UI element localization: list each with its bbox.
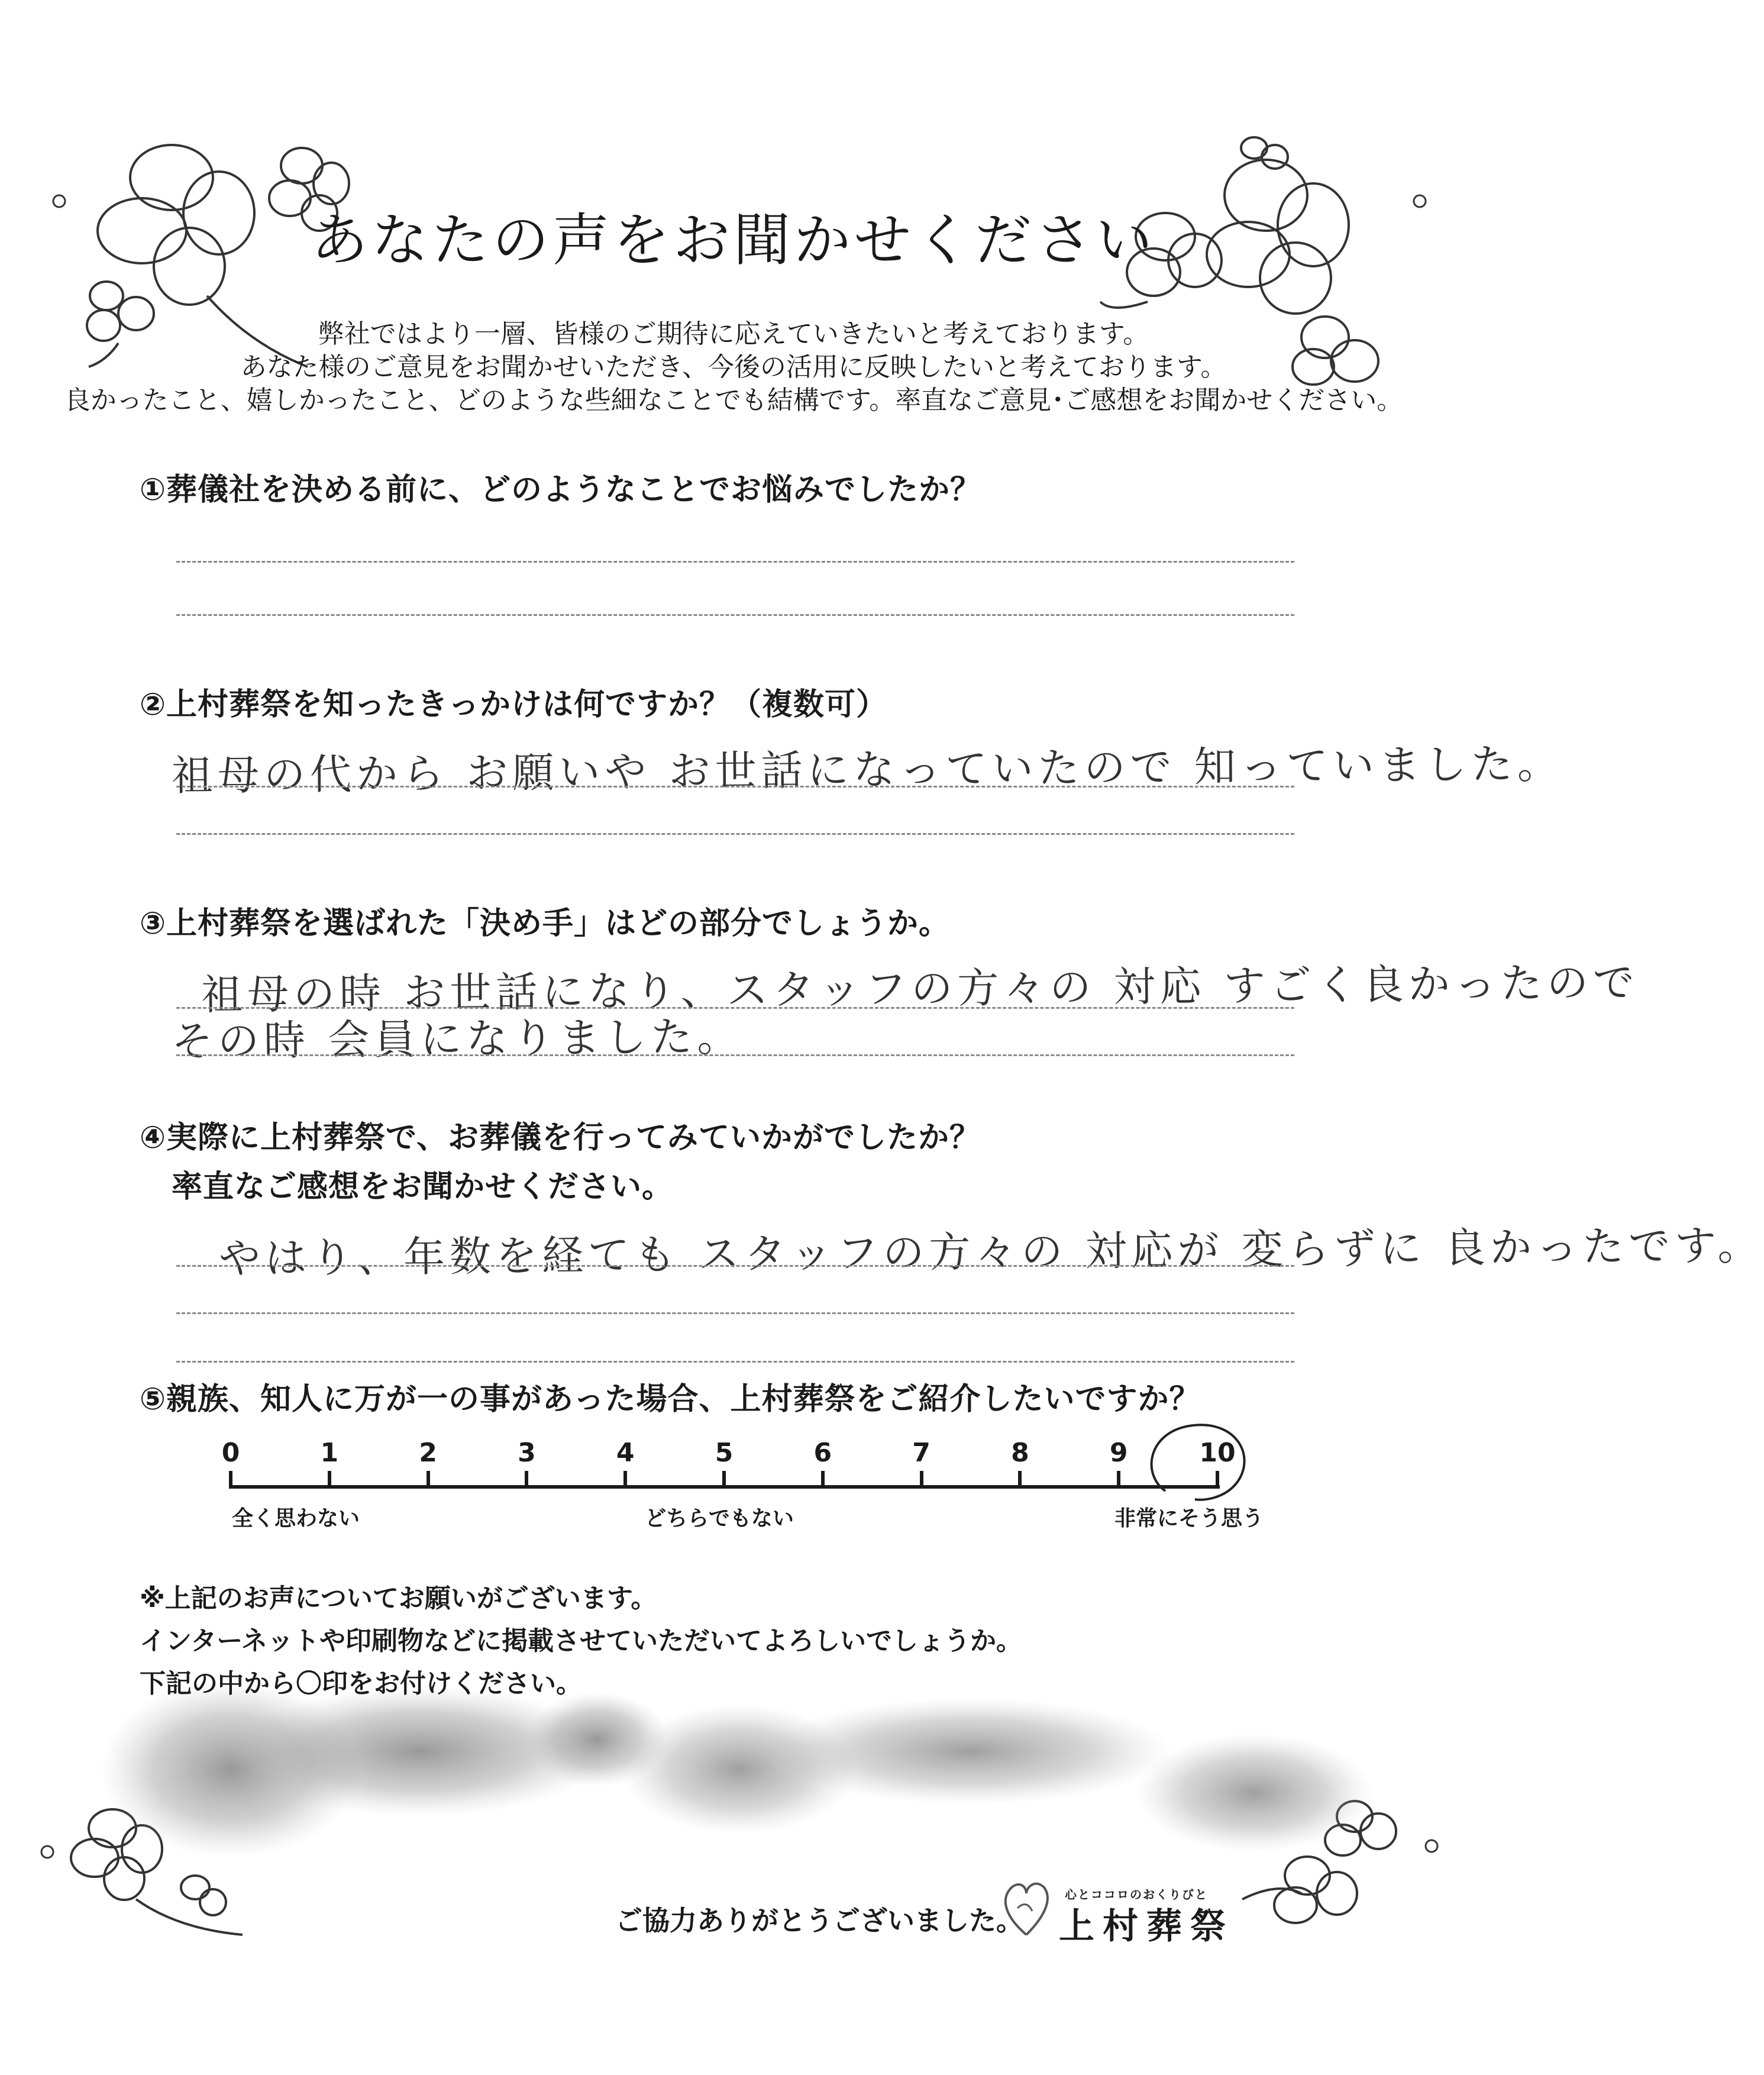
scale-tick [229, 1471, 232, 1489]
intro-line-2: あなた様のご意見をお聞かせいただき、今後の活用に反映したいと考えております。 [240, 352, 1227, 382]
intro-line-1: 弊社ではより一層、皆様のご期待に応えていきたいと考えております。 [318, 319, 1149, 349]
question-2-label: ②上村葬祭を知ったきっかけは何ですか？（複数可） [140, 687, 888, 722]
brand-tagline: 心とココロのおくりびと [1065, 1887, 1208, 1902]
scale-tick [1117, 1471, 1120, 1489]
scale-tick [328, 1471, 331, 1489]
scale-tick [1018, 1471, 1022, 1489]
scale-number-10[interactable]: 10 [1199, 1438, 1236, 1468]
thanks-text: ご協力ありがとうございました。 [615, 1905, 1023, 1937]
note-line-3: 下記の中から〇印をお付けください。 [140, 1669, 582, 1699]
intro-line-3: 良かったこと、嬉しかったこと、どのような些細なことでも結構です。率直なご意見･ご感想をお聞かせください。 [64, 385, 1403, 415]
scale-number-0[interactable]: 0 [221, 1438, 240, 1468]
question-5-label: ⑤親族、知人に万が一の事があった場合、上村葬祭をご紹介したいですか？ [140, 1382, 1201, 1417]
answer-line [176, 1361, 1294, 1363]
heart-logo-icon [1000, 1876, 1053, 1941]
question-4-label-2: 率直なご感想をお聞かせください。 [172, 1169, 674, 1205]
answer-3-handwriting-line-1: 祖母の時 お世話になり、スタッフの方々の 対応 すごく良かったので [201, 958, 1640, 1019]
redacted-area-left [112, 1692, 657, 1870]
scale-label-low: 全く思わない [231, 1506, 360, 1531]
scale-number-3[interactable]: 3 [518, 1438, 536, 1468]
scale-number-6[interactable]: 6 [813, 1438, 832, 1468]
scale-label-mid: どちらでもない [645, 1506, 794, 1531]
scale-number-9[interactable]: 9 [1109, 1438, 1128, 1468]
brand-name: 上村葬祭 [1059, 1906, 1234, 1947]
scale-tick [722, 1471, 726, 1489]
scale-number-7[interactable]: 7 [912, 1438, 931, 1468]
answer-4-handwriting: やはり、年数を経ても スタッフの方々の 対応が 変らずに 良かったです。 [218, 1221, 1764, 1283]
scale-tick [920, 1471, 923, 1489]
scale-tick [623, 1471, 627, 1489]
redacted-area-right [639, 1704, 1361, 1858]
scale-label-high: 非常にそう思う [1114, 1506, 1264, 1531]
answer-line [176, 1265, 1294, 1267]
scale-number-4[interactable]: 4 [616, 1438, 635, 1468]
answer-line [176, 833, 1294, 835]
selected-rating-circle [1148, 1421, 1254, 1510]
note-line-1: ※上記のお声についてお願いがございます。 [140, 1583, 657, 1613]
question-4-label: ④実際に上村葬祭で、お葬儀を行ってみていかがでしたか？ [140, 1120, 981, 1156]
answer-3-handwriting-line-2: その時 会員になりました。 [171, 1012, 744, 1066]
answer-line [176, 614, 1294, 616]
answer-line [176, 1054, 1294, 1056]
scale-number-8[interactable]: 8 [1011, 1438, 1029, 1468]
scale-tick [821, 1471, 825, 1489]
scale-tick [427, 1471, 430, 1489]
question-1-label: ①葬儀社を決める前に、どのようなことでお悩みでしたか？ [140, 472, 982, 508]
scale-number-5[interactable]: 5 [715, 1438, 734, 1468]
answer-line [176, 561, 1294, 563]
scale-number-2[interactable]: 2 [419, 1438, 437, 1468]
question-3-label: ③上村葬祭を選ばれた「決め手」はどの部分でしょうか。 [140, 906, 951, 941]
answer-line [176, 786, 1294, 788]
scale-tick [525, 1471, 528, 1489]
page-title: あなたの声をお聞かせください [311, 207, 1156, 273]
answer-line [176, 1312, 1294, 1314]
scale-number-1[interactable]: 1 [320, 1438, 339, 1468]
answer-2-handwriting: 祖母の代から お願いや お世話になっていたので 知っていました。 [171, 739, 1564, 801]
note-line-2: インターネットや印刷物などに掲載させていただいてよろしいでしょうか。 [140, 1626, 1023, 1656]
